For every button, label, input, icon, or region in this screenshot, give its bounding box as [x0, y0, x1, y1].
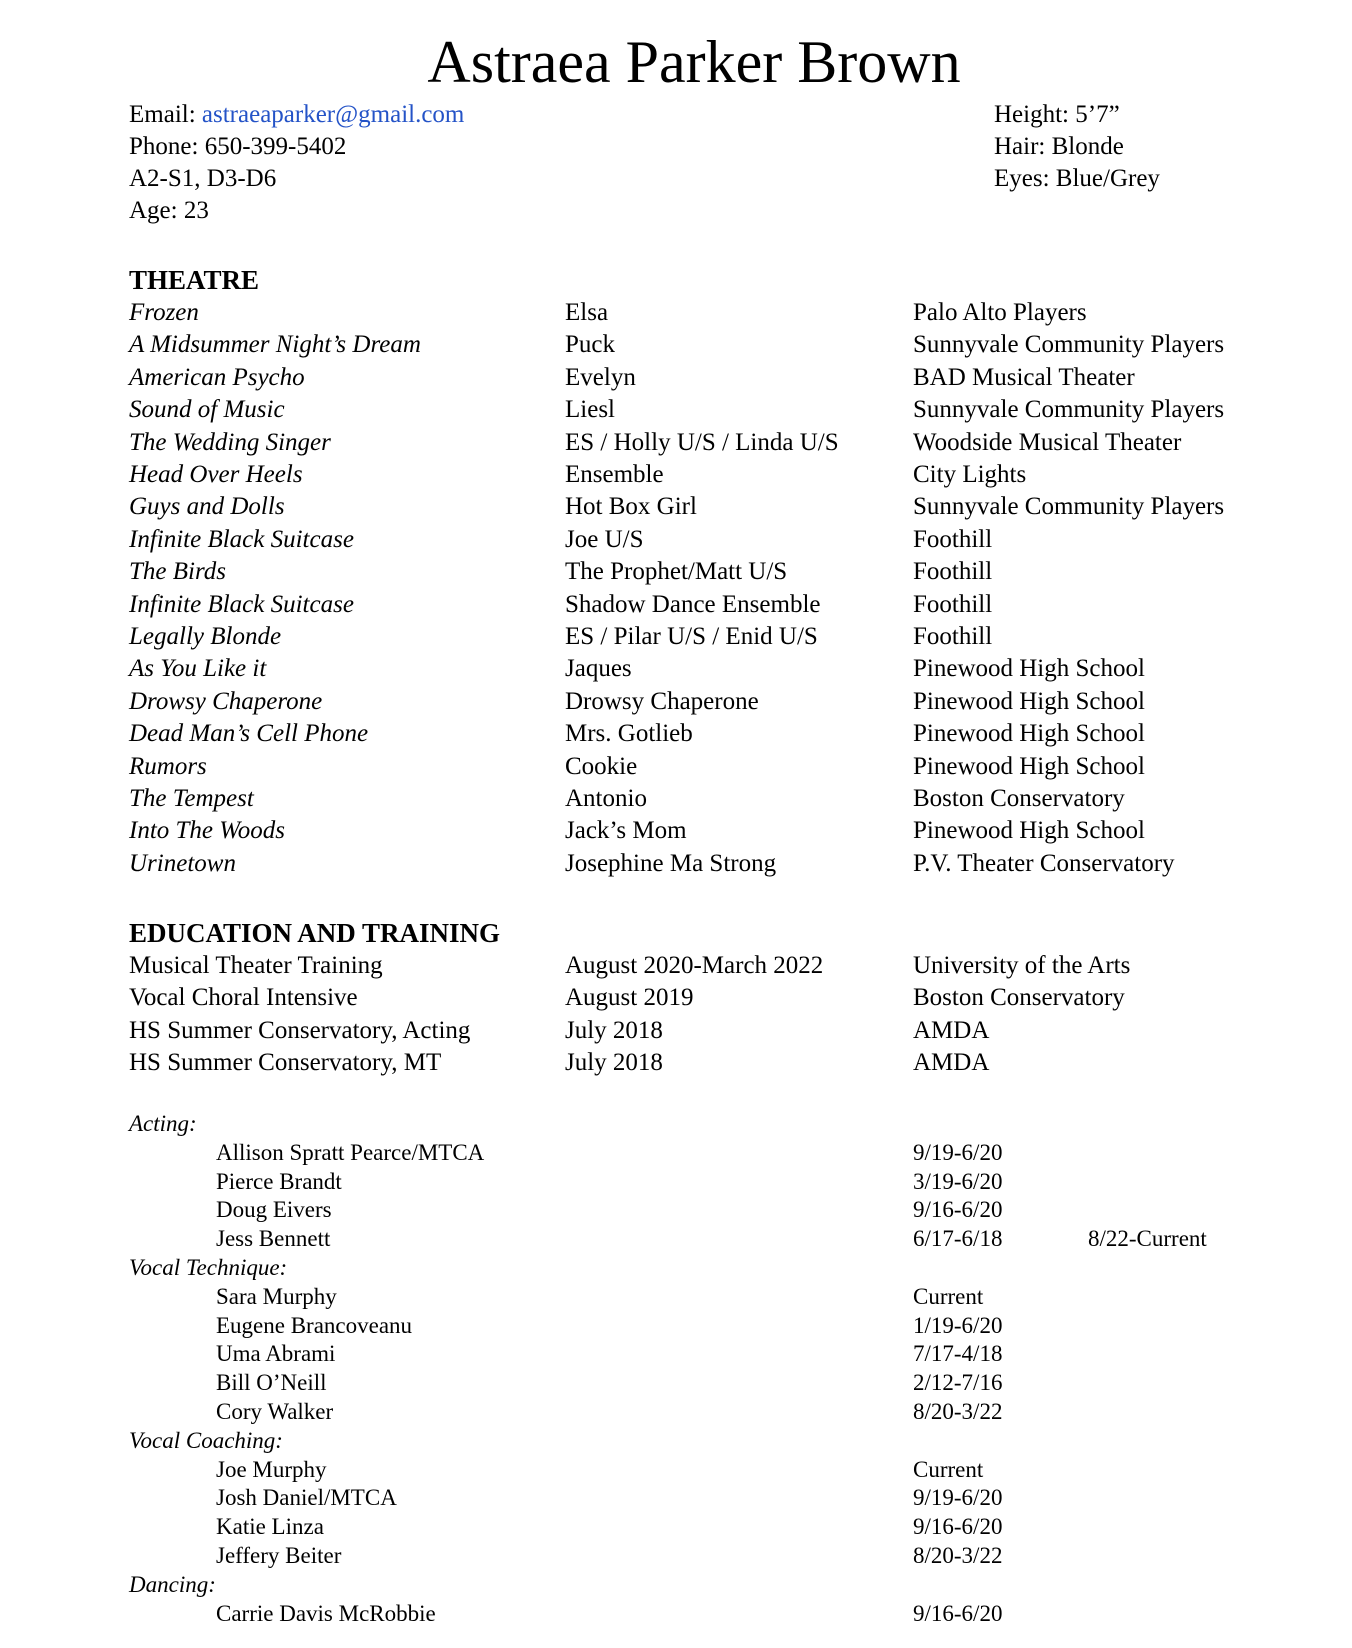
- table-row: [0, 848, 1352, 881]
- role: ES / Pilar U/S / Enid U/S: [565, 623, 818, 650]
- school: Boston Conservatory: [913, 984, 1125, 1012]
- table-row: [0, 427, 1352, 460]
- company: Pinewood High School: [913, 687, 1145, 715]
- dancing-subheading: Dancing:: [129, 1571, 216, 1597]
- company: Pinewood High School: [913, 817, 1145, 845]
- role: Evelyn: [565, 363, 636, 391]
- role: Cookie: [565, 752, 638, 780]
- date-range: 9/16-6/20: [913, 1197, 1003, 1223]
- acting-subheading: Acting:: [129, 1111, 197, 1136]
- company: Pinewood High School: [913, 720, 1145, 748]
- show-title: Infinite Black Suitcase: [129, 525, 354, 553]
- eyes-line: Eyes: Blue/Grey: [994, 165, 1160, 192]
- email-line: [129, 99, 464, 131]
- company: Palo Alto Players: [913, 299, 1087, 326]
- show-title: American Psycho: [129, 363, 305, 391]
- page-title: Astraea Parker Brown: [427, 29, 961, 95]
- hair-line: Hair: Blonde: [994, 133, 1124, 160]
- company: Pinewood High School: [913, 752, 1145, 780]
- table-row: [0, 815, 1352, 848]
- table-row: [0, 491, 1352, 524]
- show-title: As You Like it: [129, 655, 267, 683]
- table-row: [0, 1015, 1352, 1048]
- table-row: [0, 982, 1352, 1015]
- date-range-secondary: 8/22-Current: [1088, 1226, 1207, 1252]
- table-row: [0, 686, 1352, 719]
- show-title: Frozen: [129, 299, 199, 326]
- teacher-name: Joe Murphy: [216, 1456, 327, 1482]
- table-row: [0, 297, 1352, 330]
- role: ES / Holly U/S / Linda U/S: [565, 428, 839, 456]
- table-row: [0, 621, 1352, 654]
- table-row: [0, 556, 1352, 589]
- role: Ensemble: [565, 461, 664, 488]
- school: AMDA: [913, 1049, 990, 1077]
- company: City Lights: [913, 461, 1027, 488]
- show-title: The Tempest: [129, 785, 254, 812]
- date-range: 2/12-7/16: [913, 1370, 1003, 1396]
- show-title: Into The Woods: [129, 817, 286, 845]
- teacher-name: Doug Eivers: [216, 1197, 332, 1223]
- education-heading: EDUCATION AND TRAINING: [129, 918, 501, 948]
- list-item: [0, 1195, 1352, 1224]
- role: Shadow Dance Ensemble: [565, 590, 821, 618]
- dates: August 2019: [565, 984, 694, 1012]
- list-item: [0, 1483, 1352, 1512]
- show-title: Drowsy Chaperone: [129, 687, 323, 715]
- show-title: The Wedding Singer: [129, 428, 331, 456]
- vocal-technique-subheading: Vocal Technique:: [129, 1255, 288, 1280]
- date-range: Current: [913, 1456, 984, 1482]
- company: Foothill: [913, 525, 993, 553]
- teacher-name: Cory Walker: [216, 1399, 334, 1424]
- height-line: Height: 5’7”: [994, 101, 1120, 128]
- company: P.V. Theater Conservatory: [913, 849, 1175, 877]
- role: Jaques: [565, 655, 632, 683]
- list-item: [0, 1599, 1352, 1628]
- date-range: 9/19-6/20: [913, 1485, 1003, 1511]
- show-title: Urinetown: [129, 849, 236, 877]
- show-title: Legally Blonde: [129, 623, 282, 650]
- school: AMDA: [913, 1016, 990, 1044]
- date-range: 8/20-3/22: [913, 1399, 1003, 1424]
- dates: August 2020-March 2022: [565, 952, 824, 979]
- show-title: The Birds: [129, 558, 226, 586]
- company: Sunnyvale Community Players: [913, 396, 1225, 424]
- show-title: Infinite Black Suitcase: [129, 590, 354, 618]
- vocal-coaching-subheading: Vocal Coaching:: [129, 1427, 283, 1453]
- table-row: [0, 1047, 1352, 1080]
- program: Musical Theater Training: [129, 952, 383, 979]
- teacher-name: Josh Daniel/MTCA: [216, 1485, 397, 1511]
- teacher-name: Allison Spratt Pearce/MTCA: [216, 1139, 485, 1165]
- company: Sunnyvale Community Players: [913, 331, 1225, 359]
- teacher-name: Carrie Davis McRobbie: [216, 1600, 436, 1626]
- role: Puck: [565, 331, 615, 359]
- company: Woodside Musical Theater: [913, 428, 1182, 456]
- date-range: 9/19-6/20: [913, 1139, 1003, 1165]
- role: Mrs. Gotlieb: [565, 720, 693, 748]
- date-range: Current: [913, 1283, 984, 1309]
- company: Sunnyvale Community Players: [913, 493, 1225, 521]
- show-title: Rumors: [129, 752, 207, 780]
- list-item: [0, 1368, 1352, 1397]
- teacher-name: Jess Bennett: [216, 1226, 331, 1252]
- table-row: [0, 362, 1352, 395]
- teacher-name: Uma Abrami: [216, 1341, 336, 1367]
- date-range: 1/19-6/20: [913, 1312, 1003, 1338]
- email-link[interactable]: astraeaparker@gmail.com: [201, 101, 465, 128]
- list-item: [0, 1138, 1352, 1167]
- program: HS Summer Conservatory, Acting: [129, 1016, 471, 1044]
- list-item: [0, 1224, 1352, 1253]
- teacher-name: Pierce Brandt: [216, 1168, 342, 1194]
- table-row: [0, 653, 1352, 686]
- table-row: [0, 394, 1352, 427]
- role: Liesl: [565, 396, 615, 424]
- teacher-name: Jeffery Beiter: [216, 1543, 342, 1568]
- company: Boston Conservatory: [913, 785, 1125, 812]
- program: HS Summer Conservatory, MT: [129, 1049, 442, 1077]
- role: Joe U/S: [565, 525, 644, 553]
- list-item: [0, 1455, 1352, 1484]
- teacher-name: Katie Linza: [216, 1514, 324, 1540]
- show-title: Dead Man’s Cell Phone: [129, 720, 369, 748]
- teacher-name: Eugene Brancoveanu: [216, 1312, 413, 1338]
- show-title: Sound of Music: [129, 396, 285, 424]
- date-range: 3/19-6/20: [913, 1168, 1003, 1194]
- table-row: [0, 329, 1352, 362]
- dates: July 2018: [565, 1016, 663, 1044]
- table-row: [0, 751, 1352, 784]
- list-item: [0, 1311, 1352, 1340]
- role: The Prophet/Matt U/S: [565, 558, 788, 586]
- list-item: [0, 1541, 1352, 1570]
- date-range: 6/17-6/18: [913, 1226, 1003, 1252]
- school: University of the Arts: [913, 952, 1131, 979]
- show-title: Head Over Heels: [129, 461, 303, 488]
- date-range: 9/16-6/20: [913, 1514, 1003, 1540]
- voice-range: A2-S1, D3-D6: [129, 165, 277, 192]
- list-item: [0, 1397, 1352, 1426]
- table-row: [0, 589, 1352, 622]
- show-title: Guys and Dolls: [129, 493, 285, 521]
- table-row: [0, 459, 1352, 492]
- date-range: 9/16-6/20: [913, 1600, 1003, 1626]
- list-item: [0, 1512, 1352, 1541]
- table-row: [0, 718, 1352, 751]
- list-item: [0, 1339, 1352, 1368]
- phone-line: Phone: 650-399-5402: [129, 133, 347, 160]
- table-row: [0, 783, 1352, 816]
- role: Drowsy Chaperone: [565, 687, 759, 715]
- date-range: 8/20-3/22: [913, 1543, 1003, 1568]
- role: Josephine Ma Strong: [565, 849, 777, 877]
- role: Jack’s Mom: [565, 817, 687, 845]
- role: Elsa: [565, 299, 609, 326]
- age-line: Age: 23: [129, 197, 209, 224]
- company: Foothill: [913, 558, 993, 586]
- table-row: [0, 524, 1352, 557]
- role: Hot Box Girl: [565, 493, 697, 521]
- theatre-heading: THEATRE: [129, 265, 260, 295]
- dates: July 2018: [565, 1049, 663, 1077]
- email-label: Email:: [129, 101, 202, 128]
- company: Foothill: [913, 590, 993, 618]
- date-range: 7/17-4/18: [913, 1341, 1003, 1367]
- role: Antonio: [565, 785, 647, 812]
- company: Pinewood High School: [913, 655, 1145, 683]
- show-title: A Midsummer Night’s Dream: [129, 331, 421, 359]
- list-item: [0, 1282, 1352, 1311]
- program: Vocal Choral Intensive: [129, 984, 358, 1012]
- teacher-name: Sara Murphy: [216, 1283, 337, 1309]
- teacher-name: Bill O’Neill: [216, 1370, 327, 1396]
- company: Foothill: [913, 623, 993, 650]
- table-row: [0, 950, 1352, 983]
- company: BAD Musical Theater: [913, 363, 1135, 391]
- list-item: [0, 1167, 1352, 1196]
